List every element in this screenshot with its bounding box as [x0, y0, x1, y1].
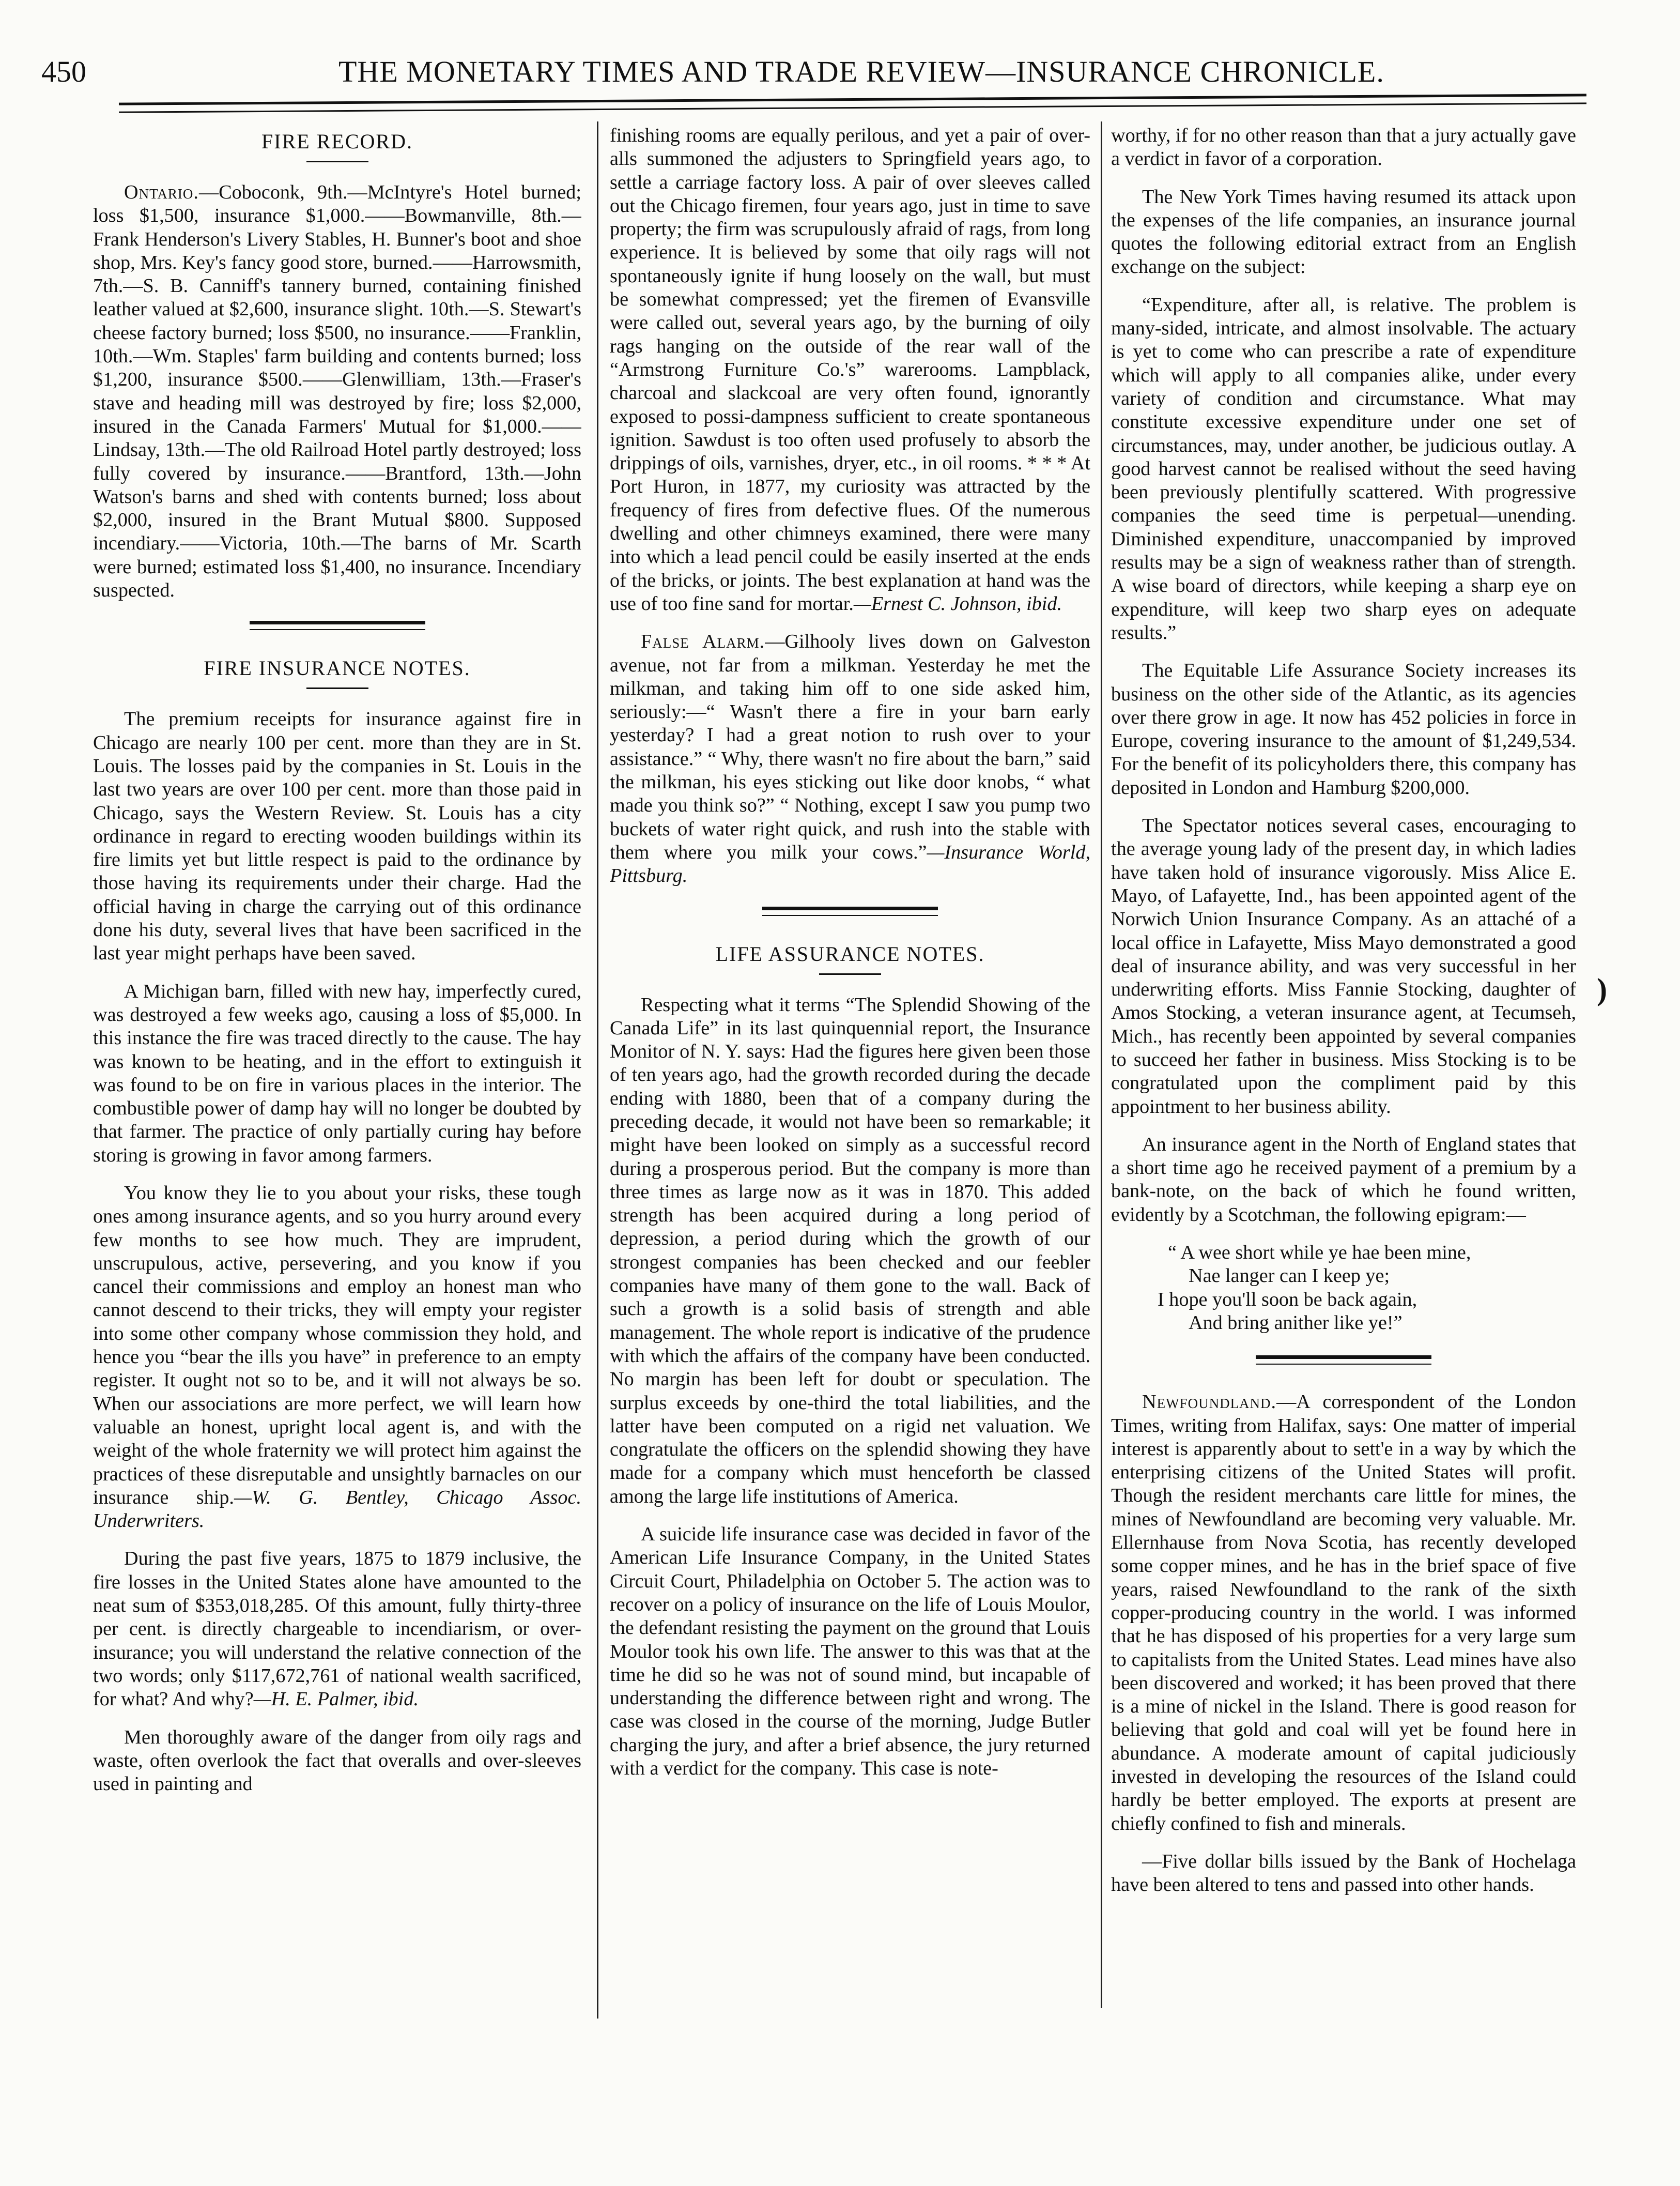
article-paragraph — [610, 993, 1090, 1509]
article-paragraph — [93, 1547, 581, 1711]
column-2 — [610, 124, 1090, 2171]
article-paragraph — [93, 708, 581, 965]
heading-rule — [306, 161, 368, 162]
article-paragraph — [93, 1726, 581, 1796]
paragraph-text: You know they lie to you about your risks, these tough ones among insurance agents, and so you hurry around every few months to see how much. They are imprudent, unscrupulous, active, persevering, and you know if you cancel their commissions and employ an honest man who cannot descend to their tricks, they will empty your register into some other company whose commission they hold, and hence you “bear the ills you have” in preference to an empty register. It ought not so to be, and it will not always be so. When our associations are more perfect, we will learn how valuable an honest, upright local agent is, and with the weight of the whole fraternity we will protect him against the practices of these disreputable and unsightly barnacles on our insurance ship. — [93, 1182, 581, 1508]
paragraph-lead: False Alarm. — [641, 631, 765, 653]
article-paragraph — [1111, 1390, 1576, 1836]
heading-rule — [306, 687, 368, 689]
column-divider-1 — [597, 121, 598, 2019]
article-paragraph — [1111, 124, 1576, 171]
margin-mark: ) — [1597, 972, 1607, 1006]
epigram-line: I hope you'll soon be back again, — [1158, 1288, 1417, 1310]
attribution: —Insurance World, Pittsburg. — [610, 841, 1090, 887]
epigram-line: And bring anither like ye!” — [1189, 1311, 1402, 1334]
section-divider — [1256, 1355, 1431, 1365]
paragraph-text: —A correspondent of the London Times, writing from Halifax, says: One matter of imperial interest is apparently about to sett'e in a way by which the enterprising citizens of the United States will profit. Though the resident merchants care little for mines, the mines of Newfoundland are becoming very valuable. Mr. Ellernhause from Nova Scotia, has recently developed some copper mines, and he has in the brief space of five years, raised Newfoundland to the rank of the sixth copper-producing country in the world. I was informed that he has disposed of his properties for a very large sum to capitalists from the United States. Lead mines have also been discovered and worked; it has been proved that there is a mine of nickel in the Island. There is good reason for believing that gold and coal will yet be found here in abundance. A moderate amount of capital judiciously invested in developing the resources of the Island could hardly be better employed. The exports at present are chiefly confined to fish and minerals. — [1111, 1391, 1576, 1835]
heading-rule — [819, 973, 881, 975]
attribution: —Ernest C. Johnson, ibid. — [853, 592, 1062, 615]
column-3 — [1111, 124, 1576, 2171]
paragraph-text: finishing rooms are equally perilous, and yet a pair of over-alls summoned the adjusters to Springfield years ago, to settle a carriage factory loss. A pair of over sleeves called out the Chicago firemen, four years ago, just in time to save property; the firm was scrupulously afraid of rags, from long experience. It is believed by some that oily rags will not spontaneously ignite if hung loosely on the wall, but must be somewhat compressed; yet the firemen of Evansville were called out, several years ago, by the burning of oily rags hanging on the outside of the rear wall of the “Armstrong Furniture Co.'s” warerooms. Lampblack, charcoal and slackcoal are very often found, ignorantly exposed to possi-dampness sufficient to create spontaneous ignition. Sawdust is too often used profusely to absorb the drippings of oils, varnishes, dryer, etc., in oil rooms. * * * At Port Huron, in 1877, my curiosity was attracted by the frequency of fires from defective flues. Of the numerous dwelling and other chimneys examined, there were many into which a lead pencil could be easily inserted at the ends of the bricks, or joints. The best explanation at hand was the use of too fine sand for mortar. — [610, 125, 1090, 615]
paragraph-text: The New York Times having resumed its attack upon the expenses of the life companies, an insurance journal quotes the following editorial extract from an English exchange on the subject: — [1111, 186, 1576, 278]
section-heading: FIRE RECORD. — [261, 130, 413, 153]
section-heading: FIRE INSURANCE NOTES. — [204, 656, 471, 680]
paragraph-text: A Michigan barn, filled with new hay, imperfectly cured, was destroyed a few weeks ago, causing a loss of $5,000. In this instance the fire was traced directly to the cause. The hay was known to be heating, and in the effort to extinguish it was found to be on fire in various places in the interior. The combustible power of damp hay will no longer be doubted by that farmer. The practice of only partially curing hay before storing is growing in favor among farmers. — [93, 980, 581, 1166]
paragraph-text: —Coboconk, 9th.—McIntyre's Hotel burned; loss $1,500, insurance $1,000.——Bowmanville, 8th.—Frank Henderson's Livery Stables, H. Bunner's boot and shoe shop, Mrs. Key's fancy good store, burned.——Harrowsmith, 7th.—S. B. Canniff's tannery burned, containing finished leather valued at $2,600, insurance slight. 10th.—S. Stewart's cheese factory burned; loss $500, no insurance.——Franklin, 10th.—Wm. Staples' farm building and contents burned; loss $1,200, insurance $500.——Glenwilliam, 13th.—Fraser's stave and heading mill was destroyed by fire; loss $2,000, insured in the Canada Farmers' Mutual for $1,000.——Lindsay, 13th.—The old Railroad Hotel partly destroyed; loss fully covered by insurance.——Brantford, 13th.—John Watson's barns and shed with contents burned; loss about $2,000, insured in the Brant Mutual $800. Supposed incendiary.——Victoria, 10th.—The barns of Mr. Scarth were burned; estimated loss $1,400, no insurance. Incendiary suspected. — [93, 181, 581, 602]
article-paragraph — [610, 1523, 1090, 1780]
paragraph-text: “Expenditure, after all, is relative. The problem is many-sided, intricate, and almost insolvable. The actuary is yet to come who can prescribe a rate of expenditure which will apply to all companies alike, under every variety of condition and circumstance. What may constitute excessive expenditure under one set of circumstances, may, under another, be judicious outlay. A good harvest cannot be realised without the seed having been previously plentifully scattered. With progressive companies the seed time is perpetual—unending. Diminished expenditure, unaccompanied by improved results may be a sign of weakness rather than of strength. A wise board of directors, while keeping a sharp eye on expenditure, will keep two sharp eyes on adequate results.” — [1111, 294, 1576, 644]
section-heading: LIFE ASSURANCE NOTES. — [715, 942, 985, 966]
article-paragraph — [1111, 814, 1576, 1119]
paragraph-text: The Equitable Life Assurance Society increases its business on the other side of the Atlantic, as its agencies over there grow in age. It now has 452 policies in force in Europe, covering insurance to the amount of $1,249,534. For the benefit of its policyholders there, this company has deposited in London and Hamburg $200,000. — [1111, 660, 1576, 799]
paragraph-text: An insurance agent in the North of England states that a short time ago he received payment of a premium by a bank-note, on the back of which he found written, evidently by a Scotchman, the following epigram:— — [1111, 1133, 1576, 1226]
running-title: THE MONETARY TIMES AND TRADE REVIEW—INSURANCE CHRONICLE. — [338, 55, 1384, 88]
article-paragraph — [93, 1182, 581, 1533]
epigram-line: “ A wee short while ye hae been mine, — [1168, 1242, 1471, 1264]
article-paragraph — [610, 124, 1090, 616]
paragraph-lead: Newfoundland. — [1142, 1391, 1277, 1413]
paragraph-lead: Ontario. — [124, 181, 199, 203]
page-number: 450 — [41, 55, 86, 88]
article-paragraph — [1111, 1133, 1576, 1227]
section-divider — [762, 907, 938, 916]
paragraph-text: worthy, if for no other reason than that a jury actually gave a verdict in favor of a corporation. — [1111, 125, 1576, 170]
column-1 — [93, 124, 581, 2171]
article-paragraph — [1111, 1850, 1576, 1897]
paragraph-text: A suicide life insurance case was decided in favor of the American Life Insurance Company, in the United States Circuit Court, Philadelphia on October 5. The action was to recover on a policy of insurance on the life of Louis Moulor, the defendant resisting the payment on the ground that Louis Moulor took his own life. The answer to this was that at the time he did so he was not of sound mind, but incapable of understanding the difference between right and wrong. The case was closed in the course of the morning, Judge Butler charging the jury, and after a brief absence, the jury returned with a verdict for the company. This case is note- — [610, 1523, 1090, 1779]
epigram-line: Nae langer can I keep ye; — [1189, 1265, 1390, 1287]
column-divider-2 — [1101, 121, 1102, 2008]
article-paragraph — [1111, 186, 1576, 279]
paragraph-text: Men thoroughly aware of the danger from oily rags and waste, often overlook the fact that overalls and over-sleeves used in painting and — [93, 1726, 581, 1795]
paragraph-text: —Five dollar bills issued by the Bank of Hochelaga have been altered to tens and passed into other hands. — [1111, 1850, 1576, 1896]
section-divider — [250, 621, 425, 630]
article-paragraph — [93, 181, 581, 602]
paragraph-text: The premium receipts for insurance against fire in Chicago are nearly 100 per cent. more than they are in St. Louis. The losses paid by the companies in St. Louis in the last two years are over 100 per cent. more than those paid in Chicago, says the Western Review. St. Louis has a city ordinance in regard to erecting wooden buildings within its fire limits yet but little respect is paid to the ordinance by those having its requirements under their charge. Had the official having in charge the carrying out of this ordinance done his duty, several lives that have been sacrificed in the last year might perhaps have been saved. — [93, 708, 581, 965]
article-paragraph — [610, 630, 1090, 888]
epigram — [1111, 1241, 1576, 1335]
article-paragraph — [1111, 659, 1576, 800]
attribution: —W. G. Bentley, Chicago Assoc. Underwriters. — [93, 1486, 581, 1532]
attribution: —H. E. Palmer, ibid. — [253, 1688, 419, 1710]
article-paragraph — [1111, 294, 1576, 645]
article-paragraph — [93, 980, 581, 1167]
paragraph-text: The Spectator notices several cases, encouraging to the average young lady of the present day, in which ladies have taken hold of insurance vigorously. Miss Alice E. Mayo, of Lafayette, Ind., has been appointed agent of the Norwich Union Insurance Company. As an attaché of a local office in Lafayette, Miss Mayo demonstrated a good deal of insurance ability, and was very successful in her underwriting efforts. Miss Fannie Stocking, daughter of Amos Stocking, a veteran insurance agent, at Tecumseh, Mich., has recently been appointed by several companies to succeed her father in business. Miss Stocking is to be congratulated upon the compliment paid by this appointment to her business ability. — [1111, 815, 1576, 1118]
paragraph-text: —Gilhooly lives down on Galveston avenue, not far from a milkman. Yesterday he met the milkman, and taking him off to one side asked him, seriously:—“ Wasn't there a fire in your barn early yesterday? I had a great notion to rush over to your assistance.” “ Why, there wasn't no fire about the barn,” said the milkman, his eyes sticking out like door knobs, “ what made you think so?” “ Nothing, except I saw you pump two buckets of water right quick, and rush into the stable with them where you milk your cows.” — [610, 631, 1090, 863]
paragraph-text: Respecting what it terms “The Splendid Showing of the Canada Life” in its last quinquennial report, the Insurance Monitor of N. Y. says: Had the figures here given been those of ten years ago, had the growth recorded during the decade ending with 1880, been that of a company during the preceding decade, it would not have been so remarkable; it might have been looked on simply as a successful record during a prosperous period. But the company is more than three times as large now as it was in 1870. This added strength has been acquired during a long period of depression, a period during which the growth of our strongest companies has been checked and our feebler companies have many of them gone to the wall. Back of such a growth is a solid basis of strength and able management. The whole report is indicative of the prudence with which the affairs of the company have been conducted. No margin has been left for doubt or speculation. The surplus exceeds by one-third the total liabilities, and the latter have been computed on a rigid net valuation. We congratulate the officers on the splendid showing they have made for a company which must henceforth be classed among the large life institutions of America. — [610, 993, 1090, 1507]
paragraph-text: During the past five years, 1875 to 1879 inclusive, the fire losses in the United States alone have amounted to the neat sum of $353,018,285. Of this amount, fully thirty-three per cent. is directly chargeable to incendiarism, or over-insurance; you will understand the relative connection of the two words; only $117,672,761 of national wealth sacrificed, for what? And why? — [93, 1548, 581, 1710]
